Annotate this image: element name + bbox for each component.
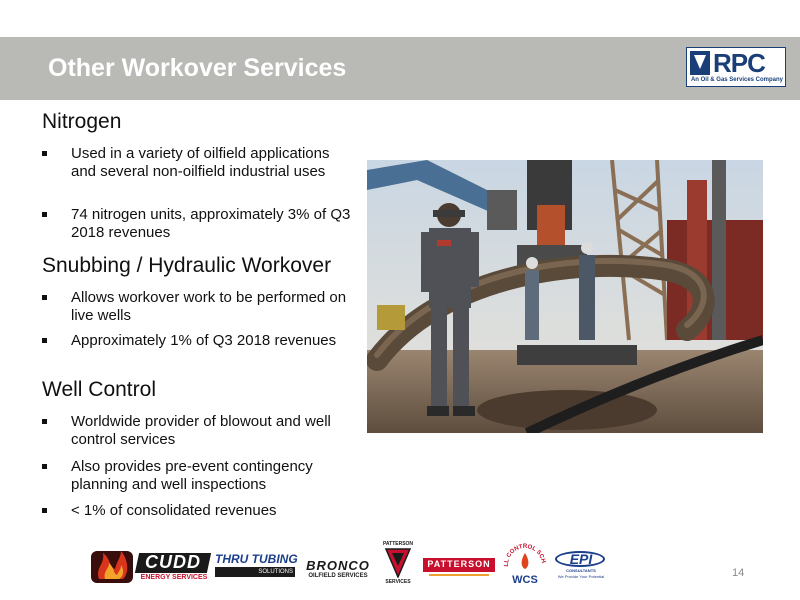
bullet-square-icon <box>42 151 47 156</box>
bullet-square-icon <box>42 338 47 343</box>
patterson-services-bottom: SERVICES <box>385 579 411 585</box>
bullet-item <box>42 458 358 494</box>
rpc-logo-name: RPC <box>713 48 765 78</box>
bullet-square-icon <box>42 419 47 424</box>
bronco-oilfield-services-logo <box>302 543 374 581</box>
bullet-item <box>42 289 358 325</box>
thru-tubing-logo-sub: SOLUTIONS <box>258 569 293 575</box>
page-title: Other Workover Services <box>48 54 347 82</box>
epi-consultants-logo <box>553 543 609 581</box>
thru-tubing-logo-name: THRU TUBING <box>215 552 298 566</box>
bullet-text: Worldwide provider of blowout and well control services <box>71 413 331 448</box>
bullet-text: Used in a variety of oilfield applications and several non-oilfield industrial uses <box>71 145 330 180</box>
epi-logo-sub: CONSULTANTS <box>566 568 596 573</box>
wcs-logo-name: WCS <box>512 574 538 586</box>
bullet-square-icon <box>42 212 47 217</box>
patterson-services-top: PATTERSON <box>382 541 414 547</box>
bronco-logo-name: BRONCO <box>306 558 370 573</box>
rpc-logo <box>686 47 786 87</box>
wcs-arc-text: LL CONTROL SCH <box>503 544 546 567</box>
patterson-rental-logo <box>423 543 495 581</box>
thru-tubing-solutions-logo <box>215 543 298 581</box>
rpc-logo-tagline: An Oil & Gas Services Company <box>690 77 784 83</box>
well-control-school-logo <box>502 541 548 587</box>
title-bar <box>0 37 800 100</box>
page-number: 14 <box>732 567 745 579</box>
cudd-logo-name: CUDD <box>145 552 201 572</box>
epi-logo-slogan: We Provide Your Potential <box>557 574 605 579</box>
workover-rig-photo <box>367 160 763 433</box>
patterson-services-logo <box>378 541 418 587</box>
bullet-square-icon <box>42 508 47 513</box>
bullet-text: 74 nitrogen units, approximately 3% of Q3 2018 revenues <box>71 206 351 241</box>
cudd-flame-logo <box>89 543 135 581</box>
bullet-text: Allows workover work to be performed on live wells <box>71 289 347 324</box>
bullet-square-icon <box>42 464 47 469</box>
cudd-logo-sub: ENERGY SERVICES <box>140 574 208 581</box>
bronco-logo-sub: OILFIELD SERVICES <box>308 573 368 579</box>
epi-logo-name: EPI <box>569 551 593 567</box>
section-heading-nitrogen: Nitrogen <box>42 110 122 133</box>
section-heading-snubbing: Snubbing / Hydraulic Workover <box>42 254 332 277</box>
bullet-text: Also provides pre-event contingency planning and well inspections <box>71 458 313 493</box>
bullet-text: Approximately 1% of Q3 2018 revenues <box>71 332 337 349</box>
bullet-item <box>42 332 358 350</box>
cudd-energy-services-logo <box>137 543 209 581</box>
bullet-item <box>42 145 358 181</box>
bullet-item <box>42 206 358 242</box>
bullet-square-icon <box>42 295 47 300</box>
patterson-rental-name: PATTERSON <box>427 559 491 569</box>
bullet-item <box>42 413 358 449</box>
rpc-logo-mark-icon <box>690 51 710 75</box>
bullet-text: < 1% of consolidated revenues <box>71 502 277 519</box>
section-heading-well-control: Well Control <box>42 378 156 401</box>
bullet-item <box>42 502 358 520</box>
